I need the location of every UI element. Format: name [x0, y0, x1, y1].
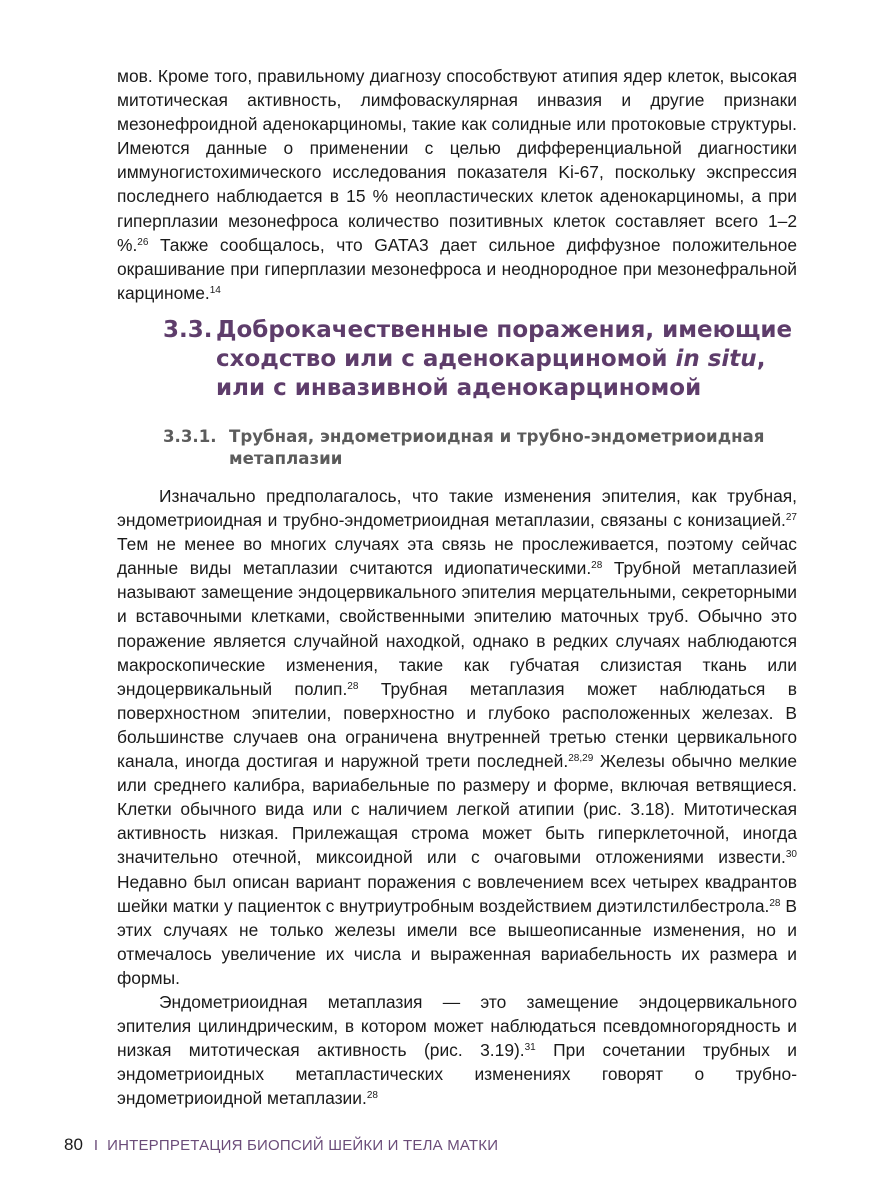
paragraph-mesonephric	[117, 64, 797, 305]
paragraph-endometrioid-metaplasia	[117, 990, 797, 1110]
section-number: 3.3.	[163, 317, 213, 343]
subsection-number: 3.3.1.	[163, 427, 217, 446]
text-run: Изначально предполагалось, что такие изменения эпителия, как трубная, эндометриоидная и трубно-эндометриоидная метаплазии, связаны с конизацией.	[117, 486, 797, 531]
section-title-italic: in situ	[675, 346, 757, 372]
citation-ref: 28	[769, 897, 781, 909]
page-footer	[64, 1135, 498, 1156]
body-text	[117, 484, 797, 1110]
text-run: мов. Кроме того, правильному диагнозу способствуют атипия ядер клеток, высокая митотическая активность, лимфоваскулярная инвазия и другие признаки мезонефроидной аденокарциномы, такие как солидные или протоковые структуры. Имеются данные о применении с целью дифференциальной диагностики иммуногистохимического исследования показателя Ki-67, поскольку экспрессия последнего наблюдается в 15 % неопластических клеток аденокарциномы, а при гиперплазии мезонефроса количество позитивных клеток составляет всего 1–2 %.	[117, 66, 797, 255]
citation-ref: 30	[785, 849, 797, 861]
text-run: В этих случаях не только железы имели все вышеописанные изменения, но и отмечалось увеличение их числа и выраженная вариабельность их размера и формы.	[117, 895, 797, 988]
section-heading-3-3	[163, 316, 803, 403]
footer-separator: I	[93, 1137, 99, 1154]
section-title	[216, 316, 803, 403]
citation-ref: 26	[137, 236, 149, 248]
citation-ref: 27	[785, 512, 797, 524]
text-run: При сочетании трубных и эндометриоидных метапластических изменениях говорят о трубно-эндометриоидной метаплазии.	[117, 1040, 797, 1109]
subsection-title: Трубная, эндометриоидная и трубно-эндометриоидная метаплазии	[229, 427, 765, 468]
citation-ref: 14	[209, 284, 221, 296]
text-run: Трубная метаплазия может наблюдаться в поверхностном эпителии, поверхностно и глубоко расположенных железах. В большинстве случаев она ограничена внутренней третью стенки цервикального канала, иногда достигая и наружной трети последней.	[117, 678, 797, 772]
section-title-part: Доброкачественные поражения, имеющие сходство или с аденокарциномой	[216, 317, 793, 372]
subsection-heading-3-3-1	[163, 426, 783, 470]
citation-ref: 28,29	[568, 753, 594, 765]
text-run: Железы обычно мелкие или среднего калибра, вариабельные по размеру и форме, включая ветвящиеся. Клетки обычного вида или с наличием легкой атипии (рис. 3.18). Митотическая активность низкая. Прилежащая строма может быть гиперклеточной, иногда значительно отечной, миксоидной или с очаговыми отложениями извести.	[117, 751, 797, 868]
page-number: 80	[64, 1135, 83, 1154]
text-run: Трубной метаплазией называют замещение эндоцервикального эпителия мерцательными, секреторными и вставочными клетками, свойственными эпителию маточных труб. Обычно это поражение является случайной находкой, однако в редких случаях наблюдаются макроскопические изменения, такие как губчатая слизистая ткань или эндоцервикальный полип.	[117, 558, 797, 699]
paragraph-tubal-metaplasia	[117, 484, 797, 990]
citation-ref: 28	[347, 680, 359, 692]
citation-ref: 28	[591, 560, 603, 572]
text-run: Недавно был описан вариант поражения с вовлечением всех четырех квадрантов шейки матки у пациенток с внутриутробным воздействием диэтилстилбестрола.	[117, 871, 797, 916]
section-title-part: , или с инвазивной аденокарциномой	[216, 346, 766, 401]
citation-ref: 31	[524, 1042, 536, 1054]
running-title: ИНТЕРПРЕТАЦИЯ БИОПСИЙ ШЕЙКИ И ТЕЛА МАТКИ	[107, 1137, 499, 1154]
citation-ref: 28	[366, 1090, 378, 1102]
text-run: Тем не менее во многих случаях эта связь не прослеживается, поэтому сейчас данные виды метаплазии считаются идиопатическими.	[117, 534, 797, 579]
text-run: Также сообщалось, что GATA3 дает сильное диффузное положительное окрашивание при гиперплазии мезонефроса и неоднородное при мезонефральной карциноме.	[117, 234, 797, 303]
text-run: Эндометриоидная метаплазия — это замещение эндоцервикального эпителия цилиндрическим, в котором может наблюдаться псевдомногорядность и низкая митотическая активность (рис. 3.19).	[117, 991, 797, 1061]
